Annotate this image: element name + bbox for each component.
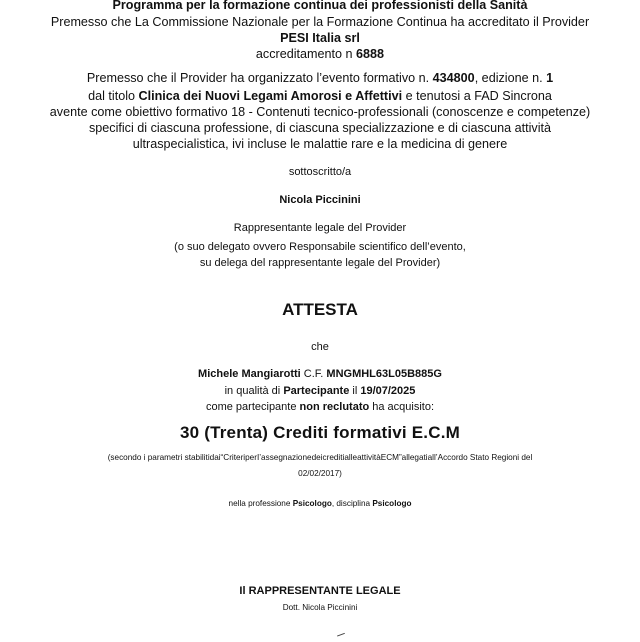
event-title: Clinica dei Nuovi Legami Amorosi e Affettivi xyxy=(138,89,403,103)
params-line-1: (secondo i parametri stabilitidai“CriteriperI’assegnazionedeicreditialleattivitàECM”allegatiall’Accordo Stato Regioni del xyxy=(107,453,533,462)
attesta-heading: ATTESTA xyxy=(282,300,358,319)
profession-line: nella professione Psicologo, disciplina Psicologo xyxy=(228,499,412,508)
provider-name: PESI Italia srl xyxy=(280,31,360,45)
signature-mark xyxy=(337,633,347,642)
objective-line-2: specifici di ciascuna professione, di ciascuna specializzazione e di ciascuna attività xyxy=(88,121,551,135)
accreditation-number: accreditamento n 6888 xyxy=(255,47,385,61)
participant-line: Michele Mangiarotti C.F. MNGMHL63L05B885G xyxy=(198,368,442,380)
objective-line-3: ultraspecialistica, ivi incluse le malattie rare e la medicina di genere xyxy=(132,137,508,151)
recruitment-line: come partecipante non reclutato ha acquisito: xyxy=(205,401,435,413)
program-title: Programma per la formazione continua dei professionisti della Sanità xyxy=(112,0,528,12)
legal-rep-name: Dott. Nicola Piccinini xyxy=(282,603,358,612)
signatory-role: Rappresentante legale del Provider xyxy=(233,222,407,234)
tax-code: MNGMHL63L05B885G xyxy=(326,368,442,380)
objective-line-1: avente come obiettivo formativo 18 - Contenuti tecnico-professionali (conoscenze e competenze) xyxy=(49,105,591,119)
event-title-line: dal titolo Clinica dei Nuovi Legami Amorosi e Affettivi e tenutosi a FAD Sincrona xyxy=(88,89,552,103)
quality-line: in qualità di Partecipante il 19/07/2025 xyxy=(224,385,416,397)
signatory-name: Nicola Piccinini xyxy=(279,194,361,206)
che-label: che xyxy=(311,341,329,353)
participant-name: Michele Mangiarotti xyxy=(198,368,301,380)
legal-rep-heading: Il RAPPRESENTANTE LEGALE xyxy=(239,585,401,597)
event-intro: Premesso che il Provider ha organizzato l’evento formativo n. 434800, edizione n. 1 xyxy=(86,71,554,85)
signatory-note-1: (o suo delegato ovvero Responsabile scientifico dell’evento, xyxy=(174,241,466,253)
credits-line: 30 (Trenta) Crediti formativi E.C.M xyxy=(180,423,460,442)
signatory-note-2: su delega del rappresentante legale del Provider) xyxy=(199,257,441,269)
params-line-2: 02/02/2017) xyxy=(298,469,342,478)
undersigned-label: sottoscritto/a xyxy=(288,166,352,178)
accreditation-intro: Premesso che La Commissione Nazionale per la Formazione Continua ha accreditato il Provider xyxy=(50,15,590,29)
